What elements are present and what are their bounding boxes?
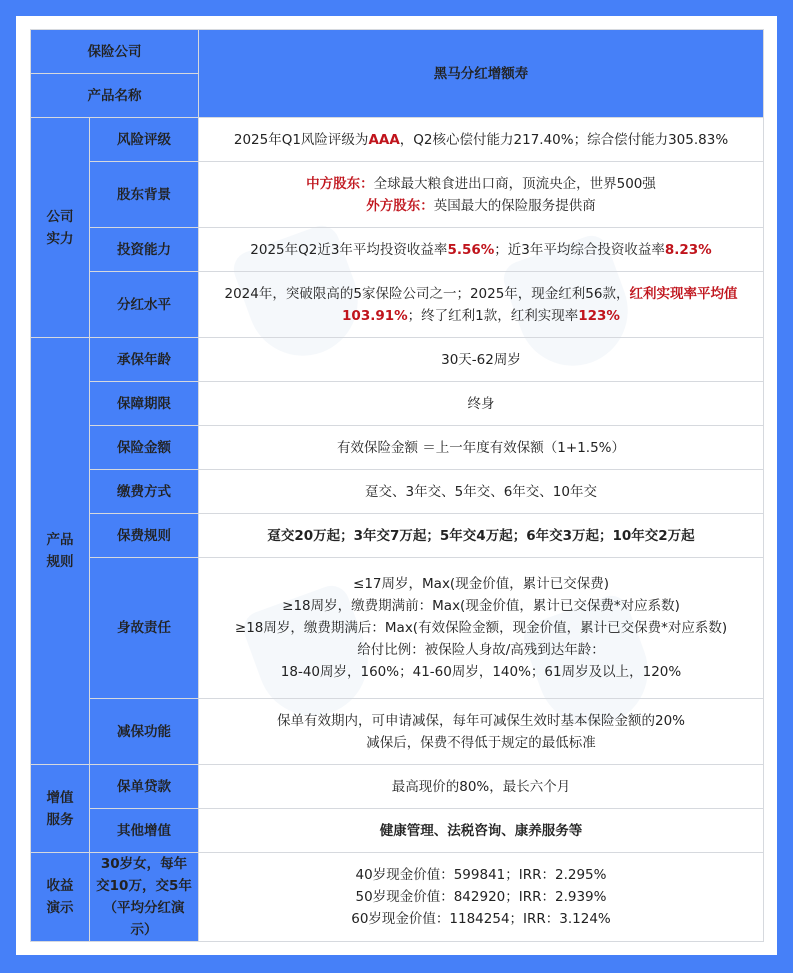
category-product-rules: 产品 规则 [31,338,90,765]
value-shareholders: 中方股东：全球最大粮食进出口商，顶流央企，世界500强 外方股东：英国最大的保险服务提供商 [199,162,764,228]
product-label: 产品名称 [31,74,199,118]
label-investment: 投资能力 [90,228,199,272]
value-loan: 最高现价的80%，最长六个月 [199,765,764,809]
label-returns-scenario: 30岁女，每年交10万，交5年（平均分红演示） [90,853,199,942]
label-sum-insured: 保险金额 [90,426,199,470]
category-company-strength: 公司 实力 [31,118,90,338]
row-premium-rules [31,514,764,558]
label-reduction: 减保功能 [90,699,199,765]
label-risk-rating: 风险评级 [90,118,199,162]
row-returns [31,853,764,942]
value-premium-rules: 趸交20万起；3年交7万起；5年交4万起；6年交3万起；10年交2万起 [199,514,764,558]
row-death-benefit [31,558,764,699]
company-label: 保险公司 [31,30,199,74]
product-name: 黑马分红增额寿 [199,30,764,118]
value-returns: 40岁现金价值：599841；IRR：2.295% 50岁现金价值：842920；IRR：2.939% 60岁现金价值：1184254；IRR：3.124% [199,853,764,942]
header-row-company [31,30,764,74]
label-payment: 缴费方式 [90,470,199,514]
row-payment [31,470,764,514]
comparison-sheet [16,16,777,955]
product-spec-table [30,29,764,942]
row-sum-insured [31,426,764,470]
label-death-benefit: 身故责任 [90,558,199,699]
label-loan: 保单贷款 [90,765,199,809]
value-death-benefit: ≤17周岁，Max(现金价值，累计已交保费) ≥18周岁，缴费期满前：Max(现金价值，累计已交保费*对应系数) ≥18周岁，缴费期满后：Max(有效保险金额，现金价值，累计已交保费*对应系数) 给付比例：被保险人身故/高残到达年龄： 18-40周岁，160%；41-60周岁，140%；61周岁及以上，120% [199,558,764,699]
value-risk-rating: 2025年Q1风险评级为AAA，Q2核心偿付能力217.40%；综合偿付能力305.83% [199,118,764,162]
value-investment: 2025年Q2近3年平均投资收益率5.56%；近3年平均综合投资收益率8.23% [199,228,764,272]
value-reduction: 保单有效期内，可申请减保，每年可减保生效时基本保险金额的20% 减保后，保费不得低于规定的最低标准 [199,699,764,765]
value-sum-insured: 有效保险金额 ＝上一年度有效保额（1+1.5%） [199,426,764,470]
label-shareholders: 股东背景 [90,162,199,228]
label-dividend: 分红水平 [90,272,199,338]
row-reduction [31,699,764,765]
row-loan [31,765,764,809]
category-returns: 收益 演示 [31,853,90,942]
row-other-services [31,809,764,853]
label-term: 保障期限 [90,382,199,426]
category-value-added: 增值 服务 [31,765,90,853]
value-payment: 趸交、3年交、5年交、6年交、10年交 [199,470,764,514]
label-premium-rules: 保费规则 [90,514,199,558]
row-investment [31,228,764,272]
row-term [31,382,764,426]
row-age [31,338,764,382]
row-shareholders [31,162,764,228]
label-age: 承保年龄 [90,338,199,382]
value-other-services: 健康管理、法税咨询、康养服务等 [199,809,764,853]
value-age: 30天-62周岁 [199,338,764,382]
row-risk-rating [31,118,764,162]
value-dividend: 2024年，突破限高的5家保险公司之一；2025年，现金红利56款，红利实现率平均值103.91%；终了红利1款，红利实现率123% [199,272,764,338]
value-term: 终身 [199,382,764,426]
row-dividend [31,272,764,338]
label-other-services: 其他增值 [90,809,199,853]
